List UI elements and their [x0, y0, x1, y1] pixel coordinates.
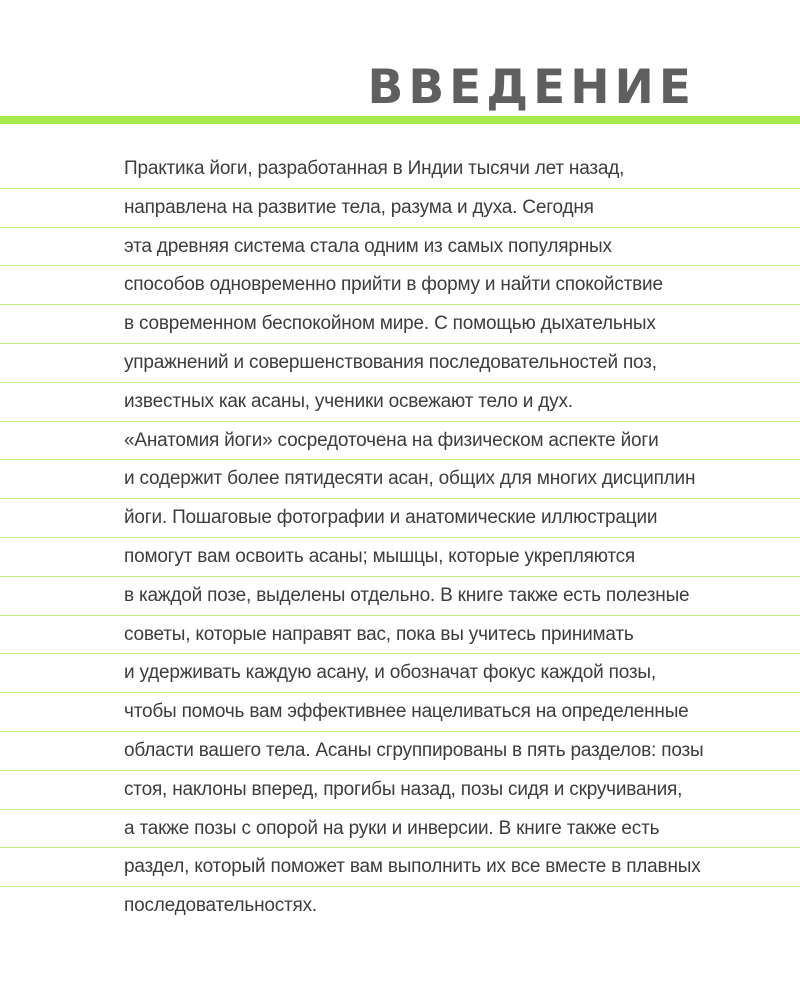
text-line — [0, 150, 800, 189]
text-line-content: и удерживать каждую асану, и обозначат фокус каждой позы, — [124, 662, 656, 684]
text-line — [0, 422, 800, 461]
text-line — [0, 538, 800, 577]
text-line — [0, 577, 800, 616]
text-line — [0, 848, 800, 887]
text-line-content: советы, которые направят вас, пока вы учитесь принимать — [124, 623, 634, 645]
text-line-content: стоя, наклоны вперед, прогибы назад, позы сидя и скручивания, — [124, 778, 683, 800]
body-text — [0, 150, 800, 926]
text-line-content: направлена на развитие тела, разума и духа. Сегодня — [124, 196, 594, 218]
text-line — [0, 771, 800, 810]
text-line-content: упражнений и совершенствования последовательностей поз, — [124, 351, 657, 373]
text-line-content: области вашего тела. Асаны сгруппированы в пять разделов: позы — [124, 739, 704, 761]
text-line — [0, 228, 800, 267]
title-underline — [0, 116, 800, 124]
text-line-content: Практика йоги, разработанная в Индии тысячи лет назад, — [124, 158, 625, 179]
text-line-content: помогут вам освоить асаны; мышцы, которые укрепляются — [124, 545, 636, 567]
text-line — [0, 499, 800, 538]
text-line — [0, 383, 800, 422]
text-line — [0, 616, 800, 655]
text-line — [0, 460, 800, 499]
text-line-content: «Анатомия йоги» сосредоточена на физическом аспекте йоги — [124, 429, 659, 451]
text-line-content: а также позы с опорой на руки и инверсии. В книге также есть — [124, 817, 660, 839]
text-line-content: в современном беспокойном мире. С помощью дыхательных — [124, 313, 656, 335]
text-line — [0, 305, 800, 344]
text-line-content: известных как асаны, ученики освежают тело и дух. — [124, 390, 573, 412]
text-line — [0, 189, 800, 228]
text-line-content: и содержит более пятидесяти асан, общих для многих дисциплин — [124, 468, 696, 490]
text-line — [0, 810, 800, 849]
text-line-content: чтобы помочь вам эффективнее нацеливаться на определенные — [124, 701, 689, 723]
text-line-content: в каждой позе, выделены отдельно. В книге также есть полезные — [124, 584, 690, 606]
text-line — [0, 732, 800, 771]
text-line — [0, 344, 800, 383]
text-line-content: эта древняя система стала одним из самых популярных — [124, 235, 612, 257]
text-line-content: последовательностях. — [124, 895, 318, 917]
text-line — [0, 654, 800, 693]
text-line — [0, 887, 800, 926]
text-line-content: способов одновременно прийти в форму и найти спокойствие — [124, 274, 663, 296]
text-line — [0, 266, 800, 305]
text-line-content: раздел, который поможет вам выполнить их все вместе в плавных — [124, 856, 701, 878]
text-line — [0, 693, 800, 732]
page-title: ВВЕДЕНИЕ — [367, 60, 696, 115]
text-line-content: йоги. Пошаговые фотографии и анатомические иллюстрации — [124, 507, 658, 529]
